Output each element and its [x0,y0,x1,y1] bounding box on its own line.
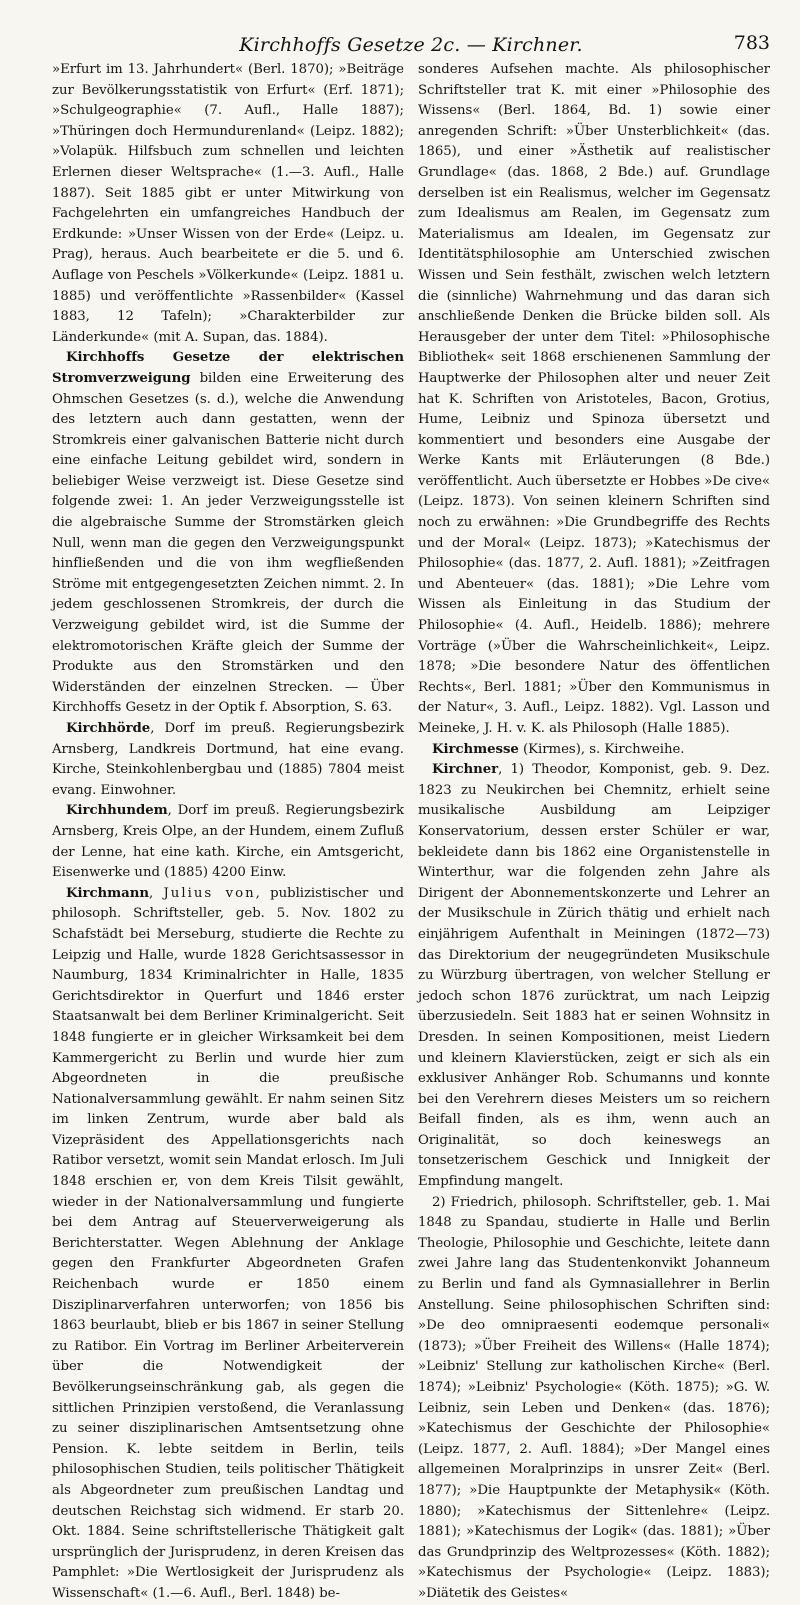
text-columns [52,60,770,1605]
running-title: Kirchhoffs Gesetze 2c. — Kirchner. [239,34,583,56]
entry-kirchner-friedrich [418,1193,770,1605]
entry-text: sonderes Aufsehen machte. Als philosophischer Schriftsteller trat K. mit einer »Philosophie des Wissens« (Berl. 1864, Bd. 1) sowie einer anregenden Schrift: »Über Unsterblichkeit« (das. 1865), und einer »Ästhetik auf realistischer Grundlage« (das. 1868, 2 Bde.) auf. Grundlage derselben ist ein Realismus, welcher im Gegensatz zum Idealismus am Realen, im Gegensatz zum Materialismus am Idealen, im Gegensatz zur Identitätsphilosophie am Unterschied zwischen Wissen und Sein festhält, zwischen welch letztern die (sinnliche) Wahrnehmung und das daran sich anschließende Denken die Brücke bilden soll. Als Herausgeber der unter dem Titel: »Philosophische Bibliothek« seit 1868 erschienenen Sammlung der Hauptwerke der Philosophen alter und neuer Zeit hat K. Schriften von Aristoteles, Bacon, Grotius, Hume, Leibniz und Spinoza übersetzt und kommentiert und besonders eine Ausgabe der Werke Kants mit Erläuterungen (8 Bde.) veröffentlicht. Auch übersetzte er Hobbes »De cive« (Leipz. 1873). Von seinen kleinern Schriften sind noch zu erwähnen: »Die Grundbegriffe des Rechts und der Moral« (Leipz. 1873); »Katechismus der Philosophie« (das. 1877, 2. Aufl. 1881); »Zeitfragen und Abenteuer« (das. 1881); »Die Lehre vom Wissen als Einleitung in das Studium der Philosophie« (4. Aufl., Heidelb. 1886); mehrere Vorträge (»Über die Wahrscheinlichkeit«, Leipz. 1878; »Die besondere Natur des öffentlichen Rechts«, Berl. 1881; »Über den Kommunismus in der Natur«, 3. Aufl., Leipz. 1882). Vgl. Lasson und Meineke, J. H. v. K. als Philosoph (Halle 1885). [418,62,770,736]
entry-continuation [418,60,770,740]
entry-text: 2) Friedrich, philosoph. Schriftsteller, geb. 1. Mai 1848 zu Spandau, studierte in Halle und Berlin Theologie, Philosophie und Geschichte, leitete dann zwei Jahre lang das Studentenkonvikt Johanneum zu Berlin und fand als Gymnasiallehrer in Berlin Anstellung. Seine philosophischen Schriften sind: »De deo omnipraesenti eodemque personali« (1873); »Über Freiheit des Willens« (Halle 1874); »Leibniz' Stellung zur katholischen Kirche« (Berl. 1874); »Leibniz' Psychologie« (Köth. 1875); »G. W. Leibniz, sein Leben und Denken« (das. 1876); »Katechismus der Geschichte der Philosophie« (Leipz. 1877, 2. Aufl. 1884); »Der Mangel eines allgemeinen Moralprinzips in unsrer Zeit« (Berl. 1877); »Die Hauptpunkte der Metaphysik« (Köth. 1880); »Katechismus der Sittenlehre« (Leipz. 1881); »Katechismus der Logik« (das. 1881); »Über das Grundprinzip des Weltprozesses« (Köth. 1882); »Katechismus der Psychologie« (Leipz. 1883); »Diätetik des Geistes« [418,1194,770,1601]
page-number: 783 [733,32,770,54]
entry-headword: Kirchhundem [66,803,168,819]
entry-text: , Dorf im preuß. Regierungsbezirk Arnsberg, Kreis Olpe, an der Hundem, einem Zufluß der Lenne, hat eine kath. Kirche, ein Amtsgericht, Eisenwerke und (1885) 4200 Einw. [52,803,404,881]
entry-kirchhundem [52,801,404,883]
right-column [418,60,770,1605]
entry-headword: Kirchmann [66,885,149,901]
entry-text: (Kirmes), s. Kirchweihe. [518,741,685,757]
entry-text: , publizistischer und philosoph. Schriftsteller, geb. 5. Nov. 1802 zu Schafstädt bei Merseburg, studierte die Rechte zu Leipzig und Halle, wurde 1828 Gerichtsassessor in Naumburg, 1834 Kriminalrichter in Halle, 1835 Gerichtsdirektor in Querfurt und 1846 erster Staatsanwalt bei dem Berliner Kriminalgericht. Seit 1848 fungierte er in gleicher Wirksamkeit bei dem Kammergericht zu Berlin und wurde hier zum Abgeordneten in die preußische Nationalversammlung gewählt. Er nahm seinen Sitz im linken Zentrum, wurde aber bald als Vizepräsident des Appellationsgerichts nach Ratibor versetzt, womit sein Mandat erlosch. Im Juli 1848 erschien er, von dem Kreis Tilsit gewählt, wieder in der Nationalversammlung und fungierte bei dem Antrag auf Steuerverweigerung als Berichterstatter. Wegen Ablehnung der Anklage gegen den Frankfurter Abgeordneten Grafen Reichenbach wurde er 1850 einem Disziplinarverfahren unterworfen; von 1856 bis 1863 beurlaubt, blieb er bis 1867 in seiner Stellung zu Ratibor. Ein Vortrag im Berliner Arbeiterverein über die Notwendigkeit der Bevölkerungseinschränkung gab, als gegen die sittlichen Prinzipien verstoßend, die Veranlassung zu seiner disziplinarischen Amtsentsetzung ohne Pension. K. lebte seitdem in Berlin, teils philosophischen Studien, teils politischer Thätigkeit als Abgeordneter zum preußischen Landtag und deutschen Reichstag sich widmend. Er starb 20. Okt. 1884. Seine schriftstellerische Thätigkeit galt ursprünglich der Jurisprudenz, in deren Kreisen das Pamphlet: »Die Wertlosigkeit der Jurisprudenz als Wissenschaft« (1.—6. Aufl., Berl. 1848) be- [52,885,404,1601]
entry-headword: Kirchhoffs Gesetze der elektrischen Stromverzweigung [52,350,404,386]
entry-kirchner [418,760,770,1192]
left-column [52,60,404,1605]
entry-text: , Dorf im preuß. Regierungsbezirk Arnsberg, Landkreis Dortmund, hat eine evang. Kirche, Steinkohlenbergbau und (1885) 7804 meist evang. Einwohner. [52,721,404,798]
entry-headword: Kirchhörde [66,721,151,736]
entry-kirchhoffs-gesetze [52,348,404,719]
entry-kirchhoerde [52,719,404,801]
entry-kirchmesse [418,740,770,761]
page-header [52,22,770,56]
entry-continuation [52,60,404,348]
entry-text: »Erfurt im 13. Jahrhundert« (Berl. 1870); »Beiträge zur Bevölkerungsstatistik von Erfurt« (Erf. 1871); »Schulgeographie« (7. Aufl., Halle 1887); »Thüringen doch Hermundurenland« (Leipz. 1882); »Volapük. Hilfsbuch zum schnellen und leichten Erlernen dieser Weltsprache« (1.—3. Aufl., Halle 1887). Seit 1885 gibt er unter Mitwirkung von Fachgelehrten ein umfangreiches Handbuch der Erdkunde: »Unser Wissen von der Erde« (Leipz. u. Prag), heraus. Auch bearbeitete er die 5. und 6. Auflage von Peschels »Völkerkunde« (Leipz. 1881 u. 1885) und veröffentlichte »Rassenbilder« (Kassel 1883, 12 Tafeln); »Charakterbilder zur Länderkunde« (mit A. Supan, das. 1884). [52,62,404,345]
entry-headword: Kirchner [432,762,499,778]
entry-headword: Kirchmesse [432,741,519,757]
entry-text: bilden eine Erweiterung des Ohmschen Gesetzes (s. d.), welche die Anwendung des letztern auch dann gestatten, wenn der Stromkreis einer galvanischen Batterie nicht durch eine einfache Leitung gebildet wird, sondern in beliebiger Weise verzweigt ist. Diese Gesetze sind folgende zwei: 1. An jeder Verzweigungsstelle ist die algebraische Summe der Stromstärken gleich Null, wenn man die gegen den Verzweigungspunkt hinfließenden und die von ihm wegfließenden Ströme mit entgegengesetzten Zeichen nimmt. 2. In jedem geschlossenen Stromkreis, der durch die Verzweigung gebildet wird, ist die Summe der elektromotorischen Kräfte gleich der Summe der Produkte aus den Stromstärken und den Widerständen der einzelnen Strecken. — Über Kirchhoffs Gesetz in der Optik f. Absorption, S. 63. [52,370,404,716]
entry-kirchmann: Kirchmann, Julius von, publizistischer und philosoph. Schriftsteller, geb. 5. Nov. 1802 zu Schafstädt bei Merseburg, studierte die Rechte zu Leipzig und Halle, wurde 1828 Gerichtsassessor in Naumburg, 1834 Kriminalrichter in Halle, 1835 Gerichtsdirektor in Querfurt und 1846 erster Staatsanwalt bei dem Berliner Kriminalgericht. Seit 1848 fungierte er in gleicher Wirksamkeit bei dem Kammergericht zu Berlin und wurde hier zum Abgeordneten in die preußische Nationalversammlung gewählt. Er nahm seinen Sitz im linken Zentrum, wurde aber bald als Vizepräsident des Appellationsgerichts nach Ratibor versetzt, womit sein Mandat erlosch. Im Juli 1848 erschien er, von dem Kreis Tilsit gewählt, wieder in der Nationalversammlung und fungierte bei dem Antrag auf Steuerverweigerung als Berichterstatter. Wegen Ablehnung der Anklage gegen den Frankfurter Abgeordneten Grafen Reichenbach wurde er 1850 einem Disziplinarverfahren unterworfen; von 1856 bis 1863 beurlaubt, blieb er bis 1867 in seiner Stellung zu Ratibor. Ein Vortrag im Berliner Arbeiterverein über die Notwendigkeit der Bevölkerungseinschränkung gab, als gegen die sittlichen Prinzipien verstoßend, die Veranlassung zu seiner disziplinarischen Amtsentsetzung ohne Pension. K. lebte seitdem in Berlin, teils philosophischen Studien, teils politischer Thätigkeit als Abgeordneter zum preußischen Landtag und deutschen Reichstag sich widmend. Er starb 20. Okt. 1884. Seine schriftstellerische Thätigkeit galt ursprünglich der Jurisprudenz, in deren Kreisen das Pamphlet: »Die Wertlosigkeit der Jurisprudenz als Wissenschaft« (1.—6. Aufl., Berl. 1848) be- [52,885,404,1601]
entry-person-name: Julius von [163,885,256,901]
entry-text: , 1) Theodor, Komponist, geb. 9. Dez. 1823 zu Neukirchen bei Chemnitz, erhielt seine musikalische Ausbildung am Leipziger Konservatorium, dessen erster Schüler er war, bekleidete dann bis 1862 eine Organistenstelle in Winterthur, war die folgenden zehn Jahre als Dirigent der Abonnementskonzerte und Lehrer an der Musikschule in Zürich thätig und erhielt nach einjährigem Aufenthalt in Meiningen (1872—73) das Direktorium der neugegründeten Musikschule zu Würzburg übertragen, von welcher Stellung er jedoch schon 1876 zurücktrat, um nach Leipzig überzusiedeln. Seit 1883 hat er seinen Wohnsitz in Dresden. In seinen Kompositionen, meist Liedern und kleinern Klavierstücken, zeigt er sich als ein exklusiver Anhänger Rob. Schumanns und konnte bei den Verehrern dieses Meisters um so reichern Beifall finden, als es ihm, wenn auch an Originalität, so doch keineswegs an tonsetzerischem Geschick und Innigkeit der Empfindung mangelt. [418,762,770,1190]
